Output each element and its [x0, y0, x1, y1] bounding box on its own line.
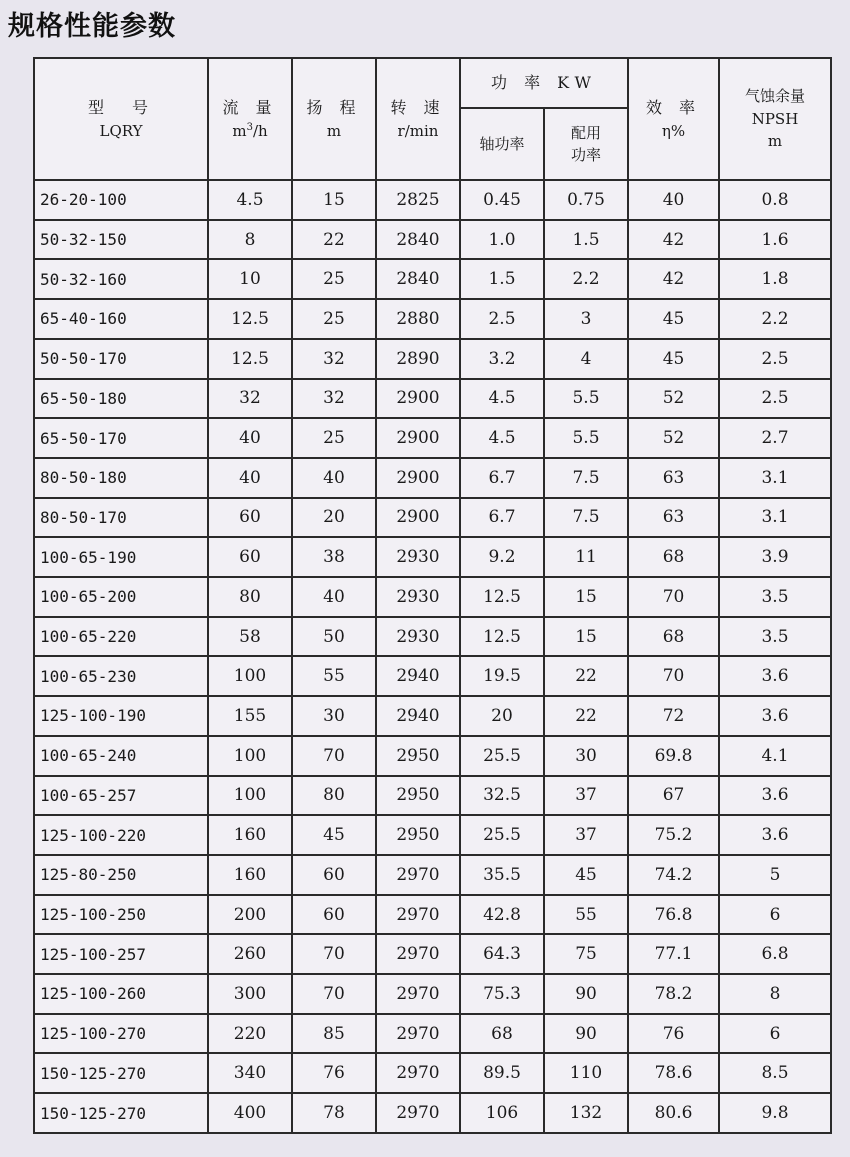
cell-npsh: 3.1	[719, 458, 831, 498]
cell-efficiency: 69.8	[628, 736, 719, 776]
cell-head: 50	[292, 617, 376, 657]
cell-speed: 2950	[376, 815, 460, 855]
cell-shaft-power: 20	[460, 696, 544, 736]
cell-shaft-power: 32.5	[460, 776, 544, 816]
cell-motor-power: 37	[544, 815, 628, 855]
cell-model: 125-100-220	[34, 815, 208, 855]
table-row	[34, 577, 831, 617]
cell-head: 70	[292, 974, 376, 1014]
cell-shaft-power: 35.5	[460, 855, 544, 895]
table-row	[34, 617, 831, 657]
cell-shaft-power: 2.5	[460, 299, 544, 339]
cell-motor-power: 22	[544, 696, 628, 736]
cell-speed: 2840	[376, 220, 460, 260]
cell-speed: 2900	[376, 458, 460, 498]
header-head: 扬 程 m	[292, 58, 376, 180]
cell-flow: 160	[208, 815, 292, 855]
cell-efficiency: 63	[628, 498, 719, 538]
cell-head: 20	[292, 498, 376, 538]
cell-flow: 58	[208, 617, 292, 657]
cell-speed: 2940	[376, 696, 460, 736]
cell-npsh: 2.5	[719, 379, 831, 419]
table-row	[34, 855, 831, 895]
cell-flow: 8	[208, 220, 292, 260]
cell-speed: 2970	[376, 934, 460, 974]
cell-motor-power: 15	[544, 617, 628, 657]
table-row	[34, 537, 831, 577]
cell-npsh: 6.8	[719, 934, 831, 974]
cell-flow: 155	[208, 696, 292, 736]
cell-motor-power: 90	[544, 974, 628, 1014]
cell-flow: 4.5	[208, 180, 292, 220]
cell-model: 80-50-180	[34, 458, 208, 498]
table-row	[34, 815, 831, 855]
cell-model: 100-65-200	[34, 577, 208, 617]
table-row	[34, 1093, 831, 1133]
cell-head: 70	[292, 934, 376, 974]
cell-motor-power: 3	[544, 299, 628, 339]
cell-flow: 100	[208, 776, 292, 816]
cell-motor-power: 1.5	[544, 220, 628, 260]
cell-head: 80	[292, 776, 376, 816]
cell-motor-power: 0.75	[544, 180, 628, 220]
cell-speed: 2890	[376, 339, 460, 379]
cell-efficiency: 72	[628, 696, 719, 736]
cell-model: 65-50-170	[34, 418, 208, 458]
cell-npsh: 3.9	[719, 537, 831, 577]
cell-efficiency: 74.2	[628, 855, 719, 895]
cell-npsh: 1.8	[719, 259, 831, 299]
cell-shaft-power: 25.5	[460, 736, 544, 776]
cell-npsh: 0.8	[719, 180, 831, 220]
table-row	[34, 656, 831, 696]
cell-speed: 2900	[376, 498, 460, 538]
cell-head: 85	[292, 1014, 376, 1054]
cell-flow: 12.5	[208, 299, 292, 339]
cell-npsh: 3.5	[719, 577, 831, 617]
cell-shaft-power: 1.0	[460, 220, 544, 260]
cell-speed: 2970	[376, 974, 460, 1014]
table-row	[34, 339, 831, 379]
cell-shaft-power: 106	[460, 1093, 544, 1133]
cell-model: 100-65-230	[34, 656, 208, 696]
cell-efficiency: 80.6	[628, 1093, 719, 1133]
cell-efficiency: 76	[628, 1014, 719, 1054]
cell-speed: 2840	[376, 259, 460, 299]
header-model: 型 号 LQRY	[34, 58, 208, 180]
cell-efficiency: 76.8	[628, 895, 719, 935]
cell-model: 80-50-170	[34, 498, 208, 538]
header-motor-power: 配用 功率	[544, 108, 628, 180]
cell-motor-power: 132	[544, 1093, 628, 1133]
cell-head: 25	[292, 259, 376, 299]
cell-model: 100-65-240	[34, 736, 208, 776]
cell-npsh: 5	[719, 855, 831, 895]
table-row	[34, 220, 831, 260]
cell-efficiency: 78.2	[628, 974, 719, 1014]
cell-model: 26-20-100	[34, 180, 208, 220]
cell-speed: 2900	[376, 418, 460, 458]
cell-flow: 80	[208, 577, 292, 617]
cell-model: 125-100-270	[34, 1014, 208, 1054]
table-row	[34, 974, 831, 1014]
cell-flow: 260	[208, 934, 292, 974]
cell-efficiency: 75.2	[628, 815, 719, 855]
cell-motor-power: 5.5	[544, 379, 628, 419]
cell-head: 30	[292, 696, 376, 736]
cell-flow: 300	[208, 974, 292, 1014]
cell-shaft-power: 4.5	[460, 379, 544, 419]
cell-npsh: 2.7	[719, 418, 831, 458]
cell-speed: 2900	[376, 379, 460, 419]
cell-model: 100-65-257	[34, 776, 208, 816]
cell-flow: 400	[208, 1093, 292, 1133]
header-shaft-power: 轴功率	[460, 108, 544, 180]
table-row	[34, 418, 831, 458]
cell-efficiency: 78.6	[628, 1053, 719, 1093]
cell-efficiency: 45	[628, 339, 719, 379]
cell-efficiency: 42	[628, 220, 719, 260]
cell-motor-power: 55	[544, 895, 628, 935]
cell-head: 78	[292, 1093, 376, 1133]
cell-head: 32	[292, 379, 376, 419]
table-row	[34, 934, 831, 974]
cell-motor-power: 15	[544, 577, 628, 617]
cell-efficiency: 45	[628, 299, 719, 339]
cell-efficiency: 70	[628, 577, 719, 617]
cell-motor-power: 4	[544, 339, 628, 379]
cell-model: 150-125-270	[34, 1093, 208, 1133]
cell-model: 50-32-160	[34, 259, 208, 299]
cell-efficiency: 42	[628, 259, 719, 299]
cell-flow: 60	[208, 498, 292, 538]
table-row	[34, 299, 831, 339]
cell-motor-power: 90	[544, 1014, 628, 1054]
cell-shaft-power: 3.2	[460, 339, 544, 379]
cell-motor-power: 5.5	[544, 418, 628, 458]
cell-speed: 2970	[376, 855, 460, 895]
cell-motor-power: 11	[544, 537, 628, 577]
cell-shaft-power: 0.45	[460, 180, 544, 220]
cell-flow: 200	[208, 895, 292, 935]
cell-shaft-power: 1.5	[460, 259, 544, 299]
cell-efficiency: 77.1	[628, 934, 719, 974]
cell-head: 15	[292, 180, 376, 220]
cell-flow: 40	[208, 458, 292, 498]
cell-speed: 2950	[376, 776, 460, 816]
cell-npsh: 3.6	[719, 656, 831, 696]
cell-efficiency: 70	[628, 656, 719, 696]
cell-head: 45	[292, 815, 376, 855]
cell-motor-power: 22	[544, 656, 628, 696]
cell-npsh: 2.2	[719, 299, 831, 339]
cell-npsh: 3.1	[719, 498, 831, 538]
header-npsh: 气蚀余量 NPSH m	[719, 58, 831, 180]
cell-head: 60	[292, 895, 376, 935]
cell-motor-power: 7.5	[544, 458, 628, 498]
cell-model: 125-80-250	[34, 855, 208, 895]
header-power: 功 率 KW	[460, 58, 628, 108]
cell-shaft-power: 64.3	[460, 934, 544, 974]
cell-speed: 2825	[376, 180, 460, 220]
cell-npsh: 9.8	[719, 1093, 831, 1133]
cell-speed: 2930	[376, 537, 460, 577]
cell-shaft-power: 6.7	[460, 498, 544, 538]
cell-model: 150-125-270	[34, 1053, 208, 1093]
cell-model: 100-65-220	[34, 617, 208, 657]
cell-npsh: 6	[719, 895, 831, 935]
cell-efficiency: 52	[628, 418, 719, 458]
cell-speed: 2880	[376, 299, 460, 339]
header-efficiency: 效 率 η%	[628, 58, 719, 180]
table-row	[34, 379, 831, 419]
cell-flow: 100	[208, 736, 292, 776]
spec-table	[33, 57, 832, 1134]
cell-npsh: 4.1	[719, 736, 831, 776]
cell-shaft-power: 75.3	[460, 974, 544, 1014]
table-row	[34, 1053, 831, 1093]
table-row	[34, 1014, 831, 1054]
cell-shaft-power: 4.5	[460, 418, 544, 458]
header-speed: 转 速 r/min	[376, 58, 460, 180]
cell-speed: 2970	[376, 1014, 460, 1054]
cell-head: 76	[292, 1053, 376, 1093]
cell-shaft-power: 19.5	[460, 656, 544, 696]
table-row	[34, 696, 831, 736]
cell-speed: 2970	[376, 895, 460, 935]
cell-head: 25	[292, 418, 376, 458]
cell-head: 25	[292, 299, 376, 339]
cell-flow: 160	[208, 855, 292, 895]
cell-npsh: 8	[719, 974, 831, 1014]
cell-efficiency: 68	[628, 617, 719, 657]
cell-motor-power: 75	[544, 934, 628, 974]
cell-shaft-power: 12.5	[460, 577, 544, 617]
cell-shaft-power: 6.7	[460, 458, 544, 498]
cell-flow: 220	[208, 1014, 292, 1054]
cell-speed: 2950	[376, 736, 460, 776]
cell-flow: 100	[208, 656, 292, 696]
cell-efficiency: 68	[628, 537, 719, 577]
cell-model: 100-65-190	[34, 537, 208, 577]
cell-npsh: 2.5	[719, 339, 831, 379]
cell-npsh: 3.5	[719, 617, 831, 657]
cell-npsh: 3.6	[719, 815, 831, 855]
cell-model: 125-100-260	[34, 974, 208, 1014]
cell-head: 38	[292, 537, 376, 577]
table-row	[34, 458, 831, 498]
cell-npsh: 3.6	[719, 776, 831, 816]
cell-model: 65-40-160	[34, 299, 208, 339]
cell-flow: 10	[208, 259, 292, 299]
cell-model: 50-32-150	[34, 220, 208, 260]
cell-model: 125-100-257	[34, 934, 208, 974]
cell-model: 125-100-190	[34, 696, 208, 736]
cell-head: 40	[292, 577, 376, 617]
cell-motor-power: 2.2	[544, 259, 628, 299]
table-row	[34, 776, 831, 816]
page-title: 规格性能参数	[8, 11, 176, 42]
table-row	[34, 259, 831, 299]
cell-model: 65-50-180	[34, 379, 208, 419]
cell-model: 125-100-250	[34, 895, 208, 935]
spec-table-body	[34, 180, 831, 1133]
header-flow: 流 量 $m^3/h$	[208, 58, 292, 180]
cell-shaft-power: 68	[460, 1014, 544, 1054]
cell-npsh: 1.6	[719, 220, 831, 260]
cell-flow: 12.5	[208, 339, 292, 379]
cell-motor-power: 45	[544, 855, 628, 895]
cell-motor-power: 37	[544, 776, 628, 816]
cell-speed: 2970	[376, 1093, 460, 1133]
cell-speed: 2930	[376, 617, 460, 657]
table-row	[34, 736, 831, 776]
cell-head: 70	[292, 736, 376, 776]
cell-motor-power: 30	[544, 736, 628, 776]
cell-motor-power: 7.5	[544, 498, 628, 538]
cell-shaft-power: 25.5	[460, 815, 544, 855]
cell-efficiency: 63	[628, 458, 719, 498]
cell-efficiency: 67	[628, 776, 719, 816]
cell-shaft-power: 42.8	[460, 895, 544, 935]
table-row	[34, 180, 831, 220]
cell-flow: 60	[208, 537, 292, 577]
cell-head: 32	[292, 339, 376, 379]
cell-head: 60	[292, 855, 376, 895]
cell-flow: 32	[208, 379, 292, 419]
table-row	[34, 498, 831, 538]
cell-model: 50-50-170	[34, 339, 208, 379]
cell-head: 55	[292, 656, 376, 696]
cell-speed: 2930	[376, 577, 460, 617]
cell-npsh: 8.5	[719, 1053, 831, 1093]
cell-efficiency: 52	[628, 379, 719, 419]
cell-motor-power: 110	[544, 1053, 628, 1093]
table-row	[34, 895, 831, 935]
cell-npsh: 6	[719, 1014, 831, 1054]
cell-head: 22	[292, 220, 376, 260]
cell-shaft-power: 9.2	[460, 537, 544, 577]
cell-flow: 340	[208, 1053, 292, 1093]
cell-efficiency: 40	[628, 180, 719, 220]
cell-shaft-power: 12.5	[460, 617, 544, 657]
cell-npsh: 3.6	[719, 696, 831, 736]
cell-speed: 2940	[376, 656, 460, 696]
cell-speed: 2970	[376, 1053, 460, 1093]
cell-flow: 40	[208, 418, 292, 458]
cell-shaft-power: 89.5	[460, 1053, 544, 1093]
cell-head: 40	[292, 458, 376, 498]
